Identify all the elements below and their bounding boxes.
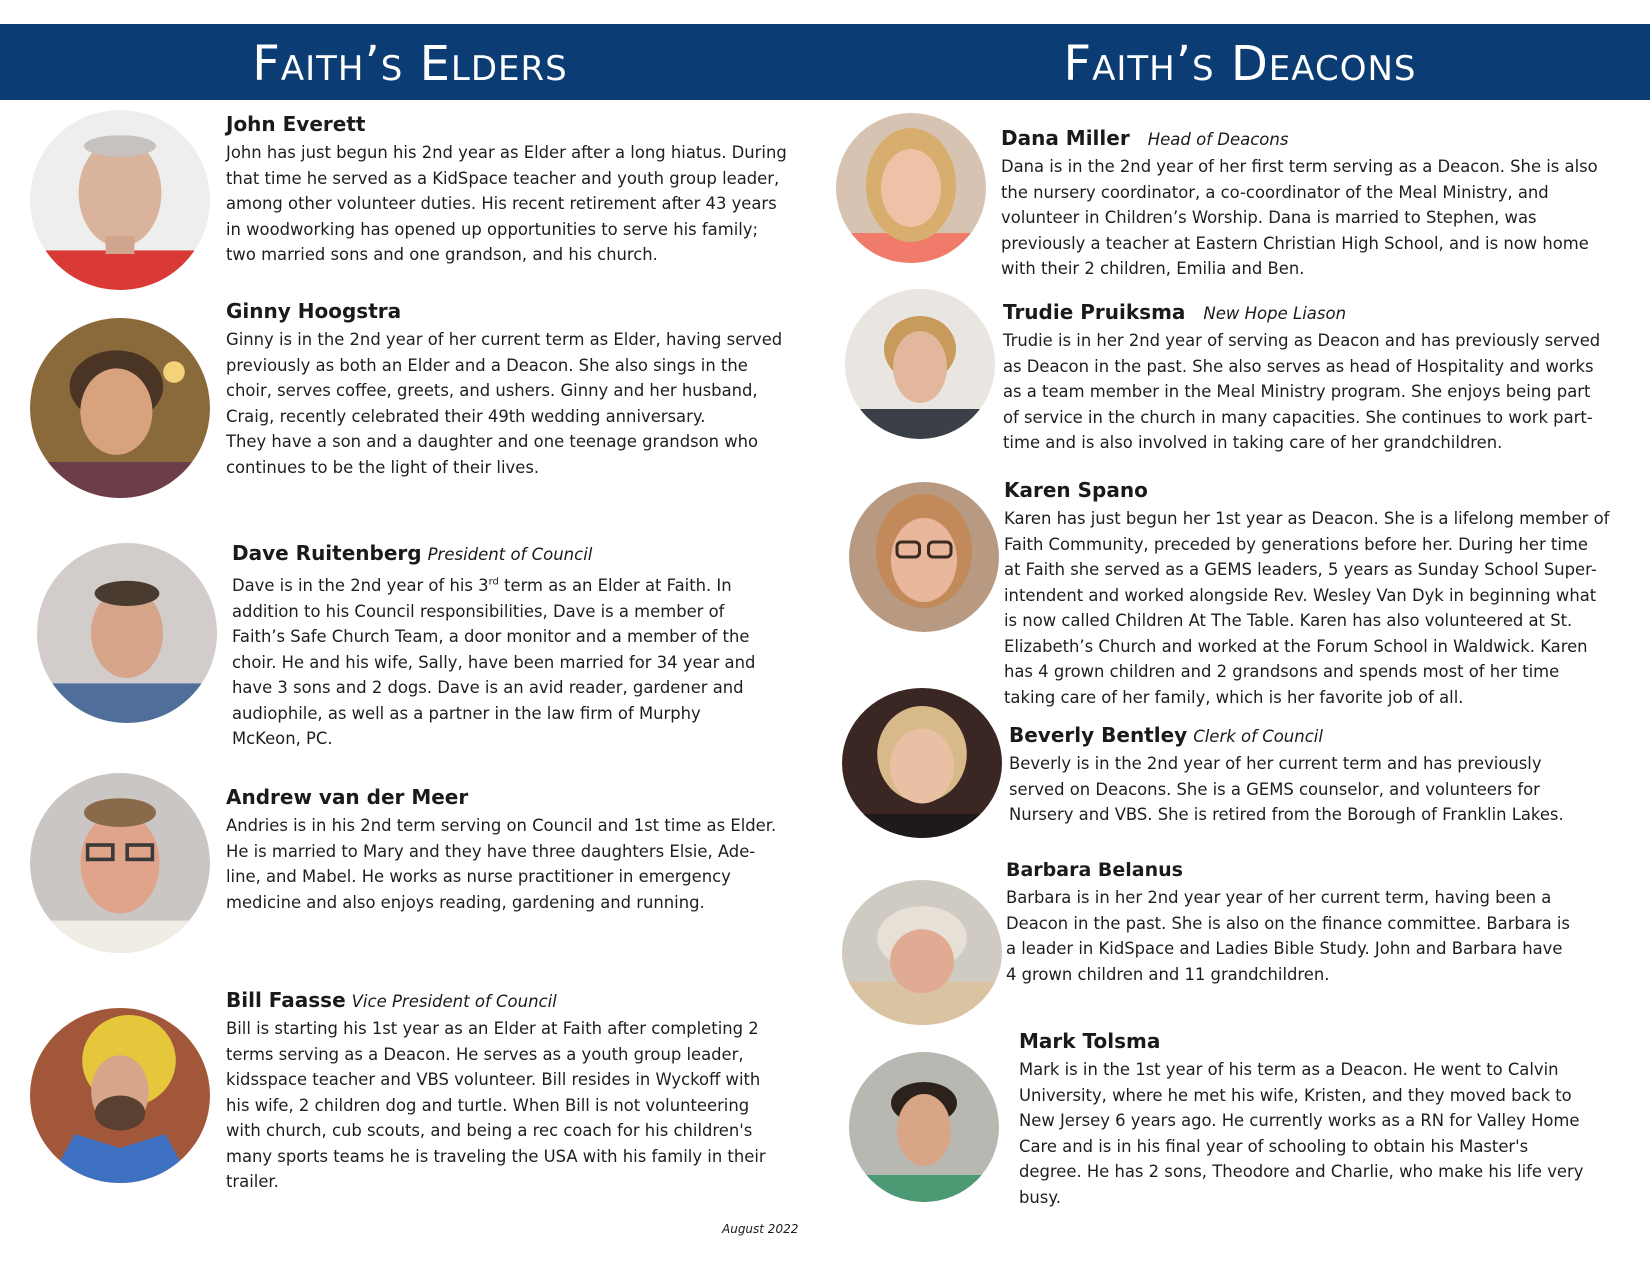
member-role: Clerk of Council	[1193, 727, 1323, 746]
member-name: Barbara Belanus	[1006, 859, 1183, 881]
member-description: Barbara is in her 2nd year year of her current term, having been a Deacon in the past. She is also on the finance committee. Barbara is a leader in KidSpace and Ladies Bible Study. John and Barbara have 4 grown children and 11 grandchildren.	[1006, 888, 1570, 984]
member-name: Ginny Hoogstra	[226, 299, 402, 323]
bio-dana-miller	[1001, 124, 1598, 282]
member-description: Dave is in the 2nd year of his 3rd term as an Elder at Faith. In addition to his Council responsibilities, Dave is a member of Faith’s Safe Church Team, a door monitor and a member of the choir. He and his wife, Sally, have been married for 34 year and have 3 sons and 2 dogs. Dave is an avid reader, gardener and audiophile, as well as a partner in the law firm of Murphy McKeon, PC.	[232, 576, 756, 748]
portrait-barbara-belanus	[842, 880, 1002, 1025]
member-name: John Everett	[226, 112, 366, 136]
bio-barbara-belanus	[1006, 856, 1570, 987]
member-description: Andries is in his 2nd term serving on Council and 1st time as Elder. He is married to Mary and they have three daughters Elsie, Ade- line, and Mabel. He works as nurse practitioner in emergency medicine and also enjoys reading, gardening and running.	[226, 816, 777, 912]
member-name: Dana Miller	[1001, 126, 1130, 150]
member-name: Andrew van der Meer	[226, 785, 469, 809]
deacons-heading: Faith’s Deacons	[1063, 36, 1417, 92]
portrait-john-everett	[30, 110, 210, 290]
member-description: Ginny is in the 2nd year of her current term as Elder, having served previously as both an Elder and a Deacon. She also sings in the choir, serves coffee, greets, and ushers. Ginny and her husband, Craig, recently celebrated their 49th wedding anniversary. They have a son and a daughter and one teenage grandson who continues to be the light of their lives.	[226, 330, 783, 477]
member-role: Head of Deacons	[1147, 130, 1289, 149]
bio-ginny-hoogstra	[226, 297, 782, 480]
member-name: Dave Ruitenberg	[232, 541, 422, 565]
member-name: Karen Spano	[1004, 478, 1148, 502]
bio-mark-tolsma	[1019, 1027, 1583, 1210]
portrait-dave-ruitenberg	[37, 543, 217, 723]
member-name: Mark Tolsma	[1019, 1029, 1161, 1053]
portrait-beverly-bentley	[842, 688, 1002, 838]
member-description: Trudie is in her 2nd year of serving as Deacon and has previously served as Deacon in the past. She also serves as head of Hospitality and works as a team member in the Meal Ministry program. She enjoys being part of service in the church in many capacities. She continues to work part- time and is also involved in taking care of her grandchildren.	[1003, 331, 1601, 452]
bio-trudie-pruiksma	[1003, 298, 1600, 456]
member-description: Dana is in the 2nd year of her first term serving as a Deacon. She is also the nursery coordinator, a co-coordinator of the Meal Ministry, and volunteer in Children’s Worship. Dana is married to Stephen, was previously a teacher at Eastern Christian High School, and is now home with their 2 children, Emilia and Ben.	[1001, 157, 1598, 278]
header-banner	[0, 24, 1650, 100]
bio-karen-spano	[1004, 476, 1609, 710]
member-name: Beverly Bentley	[1009, 723, 1188, 747]
portrait-bill-faasse	[30, 1008, 210, 1183]
portrait-andrew-van-der-meer	[30, 773, 210, 953]
bio-dave-ruitenberg	[232, 539, 755, 752]
portrait-ginny-hoogstra	[30, 318, 210, 498]
member-role: President of Council	[427, 545, 593, 564]
member-name: Bill Faasse	[226, 988, 346, 1012]
member-role: New Hope Liason	[1203, 304, 1347, 323]
portrait-karen-spano	[849, 482, 999, 632]
member-description: Karen has just begun her 1st year as Deacon. She is a lifelong member of Faith Community, preceded by generations before her. During her time at Faith she served as a GEMS leaders, 5 years as Sunday School Super- intendent and worked alongside Rev. Wesley Van Dyk in beginning what is now called Children At The Table. Karen has also volunteered at St. Elizabeth’s Church and worked at the Forum School in Waldwick. Karen has 4 grown children and 2 grandsons and spends most of her time taking care of her family, which is her favorite job of all.	[1004, 509, 1610, 707]
bio-john-everett	[226, 110, 787, 268]
member-role: Vice President of Council	[351, 992, 557, 1011]
bio-bill-faasse	[226, 986, 766, 1195]
bio-andrew-van-der-meer	[226, 783, 776, 915]
footer-date: August 2022	[722, 1222, 799, 1236]
member-description: John has just begun his 2nd year as Elder after a long hiatus. During that time he served as a KidSpace teacher and youth group leader, among other volunteer duties. His recent retirement after 43 years in woodworking has opened up opportunities to serve his family; two married sons and one grandson, and his church.	[226, 143, 787, 264]
portrait-trudie-pruiksma	[845, 289, 995, 439]
portrait-dana-miller	[836, 113, 986, 263]
member-description: Bill is starting his 1st year as an Elder at Faith after completing 2 terms serving as a Deacon. He serves as a youth group leader, kidsspace teacher and VBS volunteer. Bill resides in Wyckoff with his wife, 2 children dog and turtle. When Bill is not volunteering with church, cub scouts, and being a rec coach for his children's many sports teams he is traveling the USA with his family in their trailer.	[226, 1019, 766, 1191]
portrait-mark-tolsma	[849, 1052, 999, 1202]
member-description: Mark is in the 1st year of his term as a Deacon. He went to Calvin University, where he met his wife, Kristen, and they moved back to New Jersey 6 years ago. He currently works as a RN for Valley Home Care and is in his final year of schooling to obtain his Master's degree. He has 2 sons, Theodore and Charlie, who make his life very busy.	[1019, 1060, 1584, 1207]
bio-beverly-bentley	[1009, 721, 1564, 828]
member-description: Beverly is in the 2nd year of her current term and has previously served on Deacons. She is a GEMS counselor, and volunteers for Nursery and VBS. She is retired from the Borough of Franklin Lakes.	[1009, 754, 1564, 824]
elders-heading: Faith’s Elders	[252, 36, 568, 92]
member-name: Trudie Pruiksma	[1003, 300, 1186, 324]
